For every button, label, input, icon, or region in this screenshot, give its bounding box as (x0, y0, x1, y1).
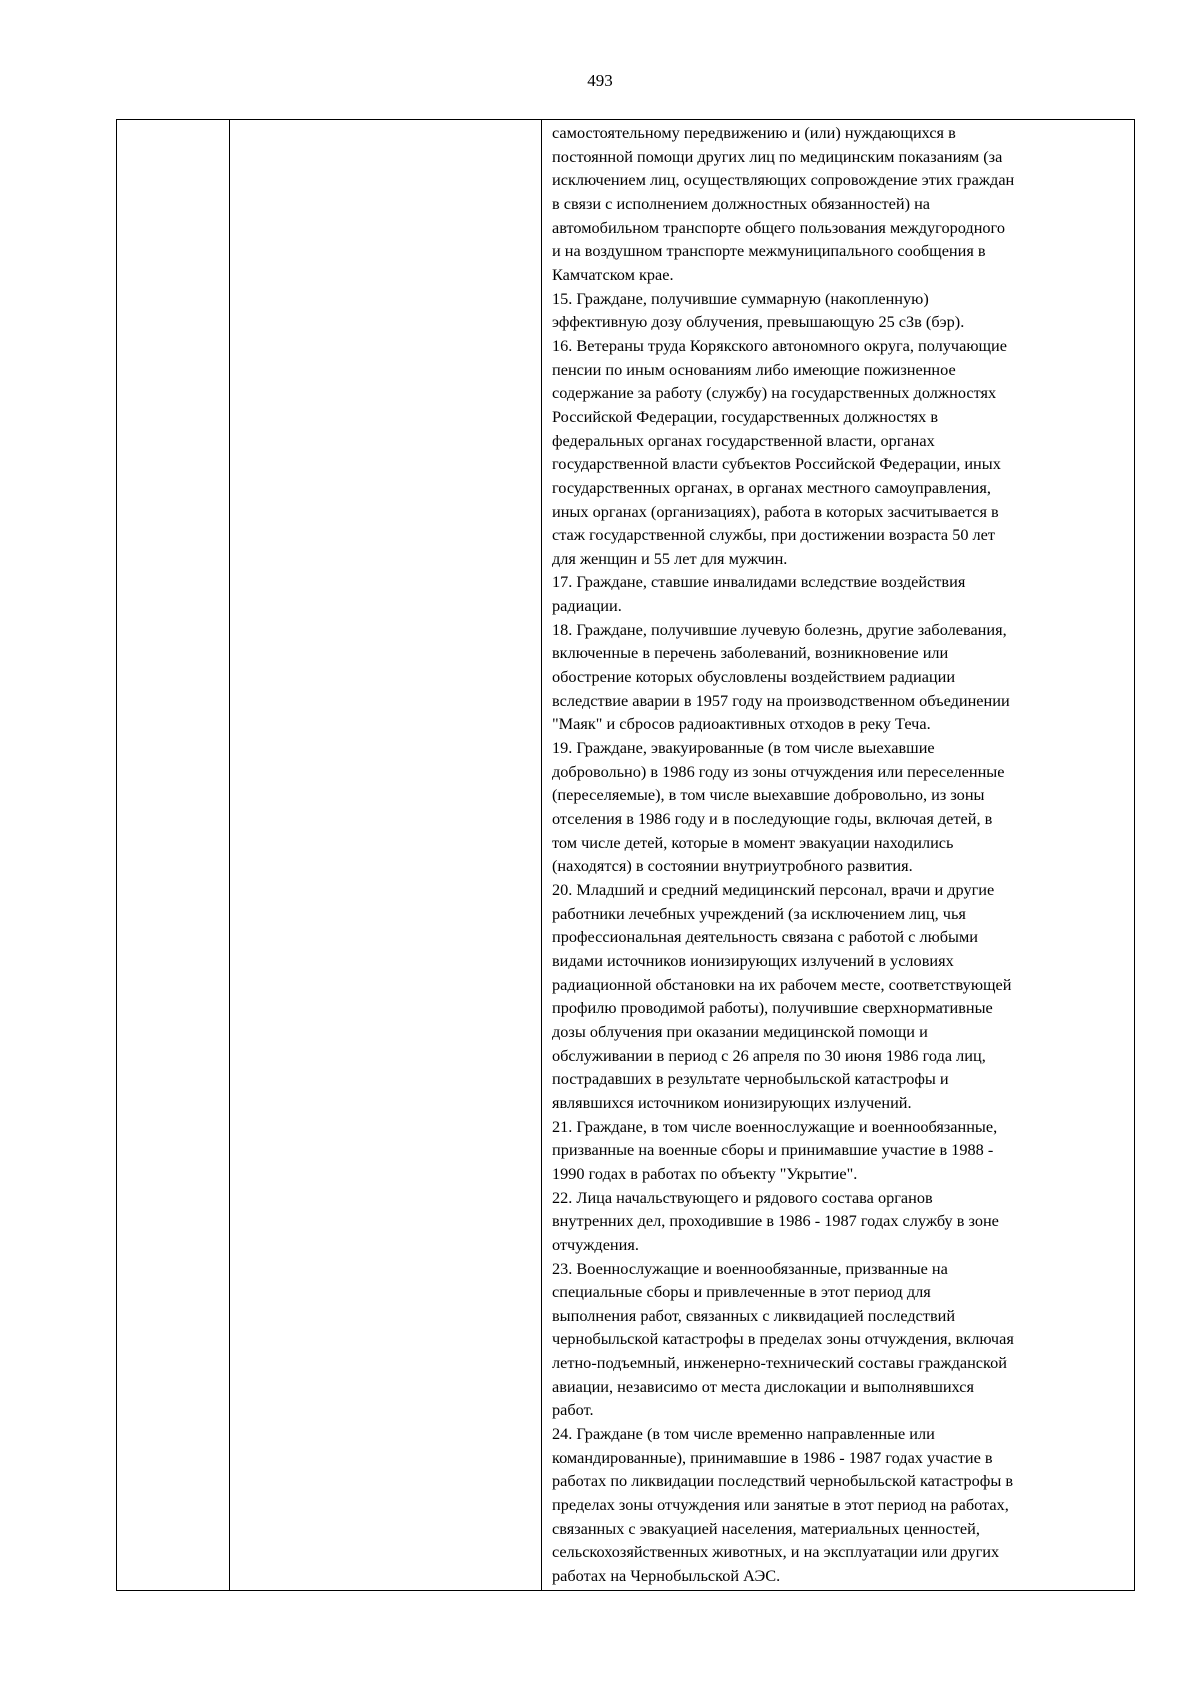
text-line: и на воздушном транспорте межмуниципального сообщения в (552, 241, 986, 261)
table-row (117, 120, 1135, 1591)
table-cell-col1 (117, 120, 230, 1591)
text-line: летно-подъемный, инженерно-технический составы гражданской (552, 1353, 1007, 1373)
text-line: (переселяемые), в том числе выехавшие добровольно, из зоны (552, 785, 985, 805)
text-line: Камчатском крае. (552, 264, 674, 284)
text-line: (находятся) в состоянии внутриутробного развития. (552, 856, 913, 876)
text-line: командированные), принимавшие в 1986 - 1987 годах участие в (552, 1447, 993, 1467)
text-line: специальные сборы и привлеченные в этот период для (552, 1282, 931, 1302)
text-line: том числе детей, которые в момент эвакуации находились (552, 832, 954, 852)
text-line: постоянной помощи других лиц по медицинским показаниям (за (552, 146, 1003, 166)
text-line: обострение которых обусловлены воздействием радиации (552, 667, 956, 687)
table-cell-col2 (230, 120, 542, 1591)
text-line: профилю проводимой работы), получившие сверхнормативные (552, 998, 993, 1018)
document-table (116, 119, 1135, 1591)
text-line: 15. Граждане, получившие суммарную (накопленную) (552, 288, 929, 308)
text-line: связанных с эвакуацией населения, материальных ценностей, (552, 1518, 980, 1538)
text-line: 24. Граждане (в том числе временно направленные или (552, 1424, 935, 1444)
text-line: пределах зоны отчуждения или занятые в этот период на работах, (552, 1495, 1009, 1515)
text-line: автомобильном транспорте общего пользования междугородного (552, 217, 1005, 237)
text-line: 23. Военнослужащие и военнообязанные, призванные на (552, 1258, 948, 1278)
text-line: содержание за работу (службу) на государственных должностях (552, 383, 997, 403)
text-line: видами источников ионизирующих излучений в условиях (552, 950, 954, 970)
text-line: 22. Лица начальствующего и рядового состава органов (552, 1187, 933, 1207)
text-line: 17. Граждане, ставшие инвалидами вследствие воздействия (552, 572, 966, 592)
text-line: 1990 годах в работах по объекту "Укрытие". (552, 1163, 858, 1183)
text-line: 21. Граждане, в том числе военнослужащие и военнообязанные, (552, 1116, 998, 1136)
text-line: самостоятельному передвижению и (или) нуждающихся в (552, 123, 956, 142)
text-line: добровольно) в 1986 году из зоны отчуждения или переселенные (552, 761, 1005, 781)
text-line: радиации. (552, 596, 622, 616)
cell-text-block (542, 120, 1134, 1590)
text-line: чернобыльской катастрофы в пределах зоны отчуждения, включая (552, 1329, 1014, 1349)
text-line: государственной власти субъектов Российской Федерации, иных (552, 454, 1001, 474)
text-line: вследствие аварии в 1957 году на производственном объединении (552, 690, 1010, 710)
text-line: "Маяк" и сбросов радиоактивных отходов в реку Теча. (552, 714, 931, 734)
text-line: для женщин и 55 лет для мужчин. (552, 548, 788, 568)
text-line: работ. (552, 1400, 594, 1420)
text-line: в связи с исполнением должностных обязанностей) на (552, 193, 931, 213)
text-line: включенные в перечень заболеваний, возникновение или (552, 643, 949, 663)
text-line: отселения в 1986 году и в последующие годы, включая детей, в (552, 809, 993, 829)
text-line: дозы облучения при оказании медицинской помощи и (552, 1021, 928, 1041)
text-line: федеральных органах государственной власти, органах (552, 430, 935, 450)
text-line: 19. Граждане, эвакуированные (в том числе выехавшие (552, 738, 935, 758)
text-line: 18. Граждане, получившие лучевую болезнь, другие заболевания, (552, 619, 1007, 639)
text-line: пострадавших в результате чернобыльской катастрофы и (552, 1069, 949, 1089)
text-line: являвшихся источником ионизирующих излучений. (552, 1092, 912, 1112)
text-line: авиации, независимо от места дислокации и выполнявшихся (552, 1376, 974, 1396)
text-line: государственных органах, в органах местного самоуправления, (552, 477, 991, 497)
text-line: выполнения работ, связанных с ликвидацией последствий (552, 1305, 956, 1325)
text-line: иных органах (организациях), работа в которых засчитывается в (552, 501, 999, 521)
text-line: внутренних дел, проходившие в 1986 - 1987 годах службу в зоне (552, 1211, 999, 1231)
text-line: стаж государственной службы, при достижении возраста 50 лет (552, 525, 996, 545)
text-line: радиационной обстановки на их рабочем месте, соответствующей (552, 974, 1012, 994)
text-line: сельскохозяйственных животных, и на эксплуатации или других (552, 1542, 1000, 1562)
text-line: работники лечебных учреждений (за исключением лиц, чья (552, 903, 966, 923)
text-line: Российской Федерации, государственных должностях в (552, 406, 939, 426)
text-line: призванные на военные сборы и принимавшие участие в 1988 - (552, 1140, 994, 1160)
text-line: работах на Чернобыльской АЭС. (552, 1566, 781, 1586)
text-line: работах по ликвидации последствий чернобыльской катастрофы в (552, 1471, 1014, 1491)
text-line: эффективную дозу облучения, превышающую 25 сЗв (бэр). (552, 312, 965, 332)
text-line: 16. Ветераны труда Корякского автономного округа, получающие (552, 335, 1007, 355)
table-cell-col3 (542, 120, 1135, 1591)
text-line: обслуживании в период с 26 апреля по 30 июня 1986 года лиц, (552, 1045, 986, 1065)
text-line: профессиональная деятельность связана с работой с любыми (552, 927, 978, 947)
text-line: отчуждения. (552, 1234, 639, 1254)
page-number: 493 (587, 71, 613, 90)
text-line: пенсии по иным основаниям либо имеющие пожизненное (552, 359, 956, 379)
text-line: 20. Младший и средний медицинский персонал, врачи и другие (552, 880, 995, 899)
text-line: исключением лиц, осуществляющих сопровождение этих граждан (552, 170, 1015, 190)
